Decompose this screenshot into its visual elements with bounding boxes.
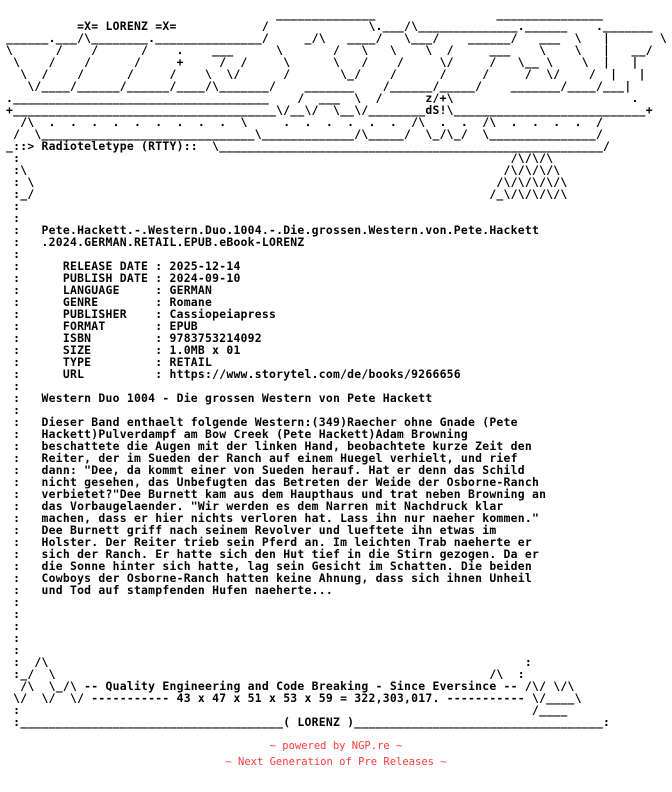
nfo-line: : xyxy=(6,403,21,417)
nfo-line: : xyxy=(6,607,21,621)
nfo-line: \ / / / / \ \/ / \_/ / / / / \/ / | | xyxy=(6,67,646,81)
nfo-line: : sich der Ranch. Er hatte sich den Hut tief in die Stirn gezogen. Da er xyxy=(6,547,540,561)
nfo-line: : FORMAT : EPUB xyxy=(6,319,198,333)
nfo-line: .____________________________________ / ___ \ / z/+\ . xyxy=(6,91,639,105)
nfo-line: : Dieser Band enthaelt folgende Western:(349)Raecher ohne Gnade (Pete xyxy=(6,415,518,429)
nfo-line: : Cowboys der Osborne-Ranch hatten keine Ahnung, dass sich ihnen Unheil xyxy=(6,571,532,585)
nfo-line: /\ \_/\ -- Quality Engineering and Code Breaking - Since Eversince -- /\/ \/\ xyxy=(6,679,575,693)
nfo-line: ______________ _______________ xyxy=(6,7,604,21)
nfo-line: : PUBLISH DATE : 2024-09-10 xyxy=(6,271,241,285)
nfo-line: : xyxy=(6,643,21,657)
nfo-line: : machen, dass er hier nichts verloren hat. Lass ihn nur naeher kommen." xyxy=(6,511,540,525)
nfo-line: : GENRE : Romane xyxy=(6,295,213,309)
nfo-line: : xyxy=(6,199,21,213)
nfo-line: : LANGUAGE : GERMAN xyxy=(6,283,213,297)
nfo-line: : Hackett)Pulverdampf am Bow Creek (Pete Hackett)Adam Browning xyxy=(6,427,469,441)
nfo-line: : die Sonne hinter sich hatte, lag sein Gesicht im Schatten. Die beiden xyxy=(6,559,532,573)
nfo-line: : und Tod auf stampfenden Hufen naeherte... xyxy=(6,583,333,597)
nfo-line: :_____________________________________( LORENZ )___________________________________: xyxy=(6,715,611,729)
nfo-line: _::> Radioteletype (RTTY):: \______________________________________________________/ xyxy=(6,139,611,153)
nfo-line: /\ . . . . . . . . . \ . . . . . . /\ . . /\ . . . . / xyxy=(6,115,604,129)
nfo-line: : dann: "Dee, da kommt einer von Sueden herauf. Hat er denn das Schild xyxy=(6,463,525,477)
footer-powered-by: ~ powered by NGP.re ~ xyxy=(269,740,403,752)
nfo-line: : xyxy=(6,631,21,645)
nfo-line: \ / / / . ___ \ / \ \ \ / ___ \ \ | __/ xyxy=(6,43,653,57)
nfo-line: : ISBN : 9783753214092 xyxy=(6,331,262,345)
nfo-line: \ / / / + / / \ \ / / \/ / \__ \ \ | | xyxy=(6,55,639,69)
nfo-line: : das Vorbaugelaender. "Wir werden es dem Narren mit Nachdruck klar xyxy=(6,499,504,513)
nfo-line: : \ /\/\/\/\/\ xyxy=(6,175,568,189)
nfo-line: : Reiter, der im Sueden der Ranch auf einem Huegel verhielt, und rief xyxy=(6,451,518,465)
nfo-text xyxy=(6,8,667,728)
nfo-line: : nicht gesehen, das Unbefugten das Betreten der Weide der Osborne-Ranch xyxy=(6,475,540,489)
nfo-line: : URL : https://www.storytel.com/de/books/9266656 xyxy=(6,367,461,381)
nfo-line: : Pete.Hackett.-.Western.Duo.1004.-.Die.grossen.Western.von.Pete.Hackett xyxy=(6,223,540,237)
nfo-line: =X= LORENZ =X= / \.___/\______________.______ ._______ xyxy=(6,19,653,33)
nfo-line: : RELEASE DATE : 2025-12-14 xyxy=(6,259,241,273)
nfo-line: : xyxy=(6,595,21,609)
nfo-line: : beschattete die Augen mit der linken Hand, beobachtete kurze Zeit den xyxy=(6,439,532,453)
nfo-line: : xyxy=(6,211,21,225)
nfo-line: \/____/______/______/____/\_______/ _______ /______/_____/ _______/____/___| xyxy=(6,79,632,93)
nfo-line: : /____ xyxy=(6,703,568,717)
nfo-line: : xyxy=(6,247,21,261)
nfo-line: : SIZE : 1.0MB x 01 xyxy=(6,343,241,357)
nfo-line: : Western Duo 1004 - Die grossen Western von Pete Hackett xyxy=(6,391,433,405)
nfo-line: :\ /\/\/\/\ xyxy=(6,163,561,177)
nfo-line: : verbietet?"Dee Burnett kam aus dem Haupthaus und trat neben Browning an xyxy=(6,487,547,501)
nfo-line: :_/ /_\/\/\/\/\ xyxy=(6,187,568,201)
nfo-line: ______.___/\________._______________/ _/\ ____/ \___/ ______/ ___ \ | \ xyxy=(6,31,668,45)
nfo-line: / \______________________________\_____________/\_____/ \_/\_/ \_______________/ xyxy=(6,127,604,141)
nfo-line: : xyxy=(6,379,21,393)
nfo-line: : PUBLISHER : Cassiopeiapress xyxy=(6,307,277,321)
nfo-line: : xyxy=(6,619,21,633)
nfo-line: : .2024.GERMAN.RETAIL.EPUB.eBook-LORENZ xyxy=(6,235,305,249)
nfo-line: : TYPE : RETAIL xyxy=(6,355,213,369)
nfo-line: +_____________________________________\/__\/ \__\/________dS!\___________________________+ xyxy=(6,103,653,117)
footer-tagline: ~ Next Generation of Pre Releases ~ xyxy=(225,756,447,768)
nfo-line: : /\ : xyxy=(6,655,532,669)
nfo-line: :_/ \ /\ : xyxy=(6,667,525,681)
nfo-line: : Holster. Der Reiter trieb sein Pferd an. Im leichten Trab naeherte er xyxy=(6,535,532,549)
nfo-line: : /\/\/\ xyxy=(6,151,554,165)
nfo-line: \/ \/ \/ ----------- 43 x 47 x 51 x 53 x 59 = 322,303,017. ----------- \/____\ xyxy=(6,691,582,705)
nfo-line: : Dee Burnett griff nach seinem Revolver und lueftete ihn etwas im xyxy=(6,523,497,537)
